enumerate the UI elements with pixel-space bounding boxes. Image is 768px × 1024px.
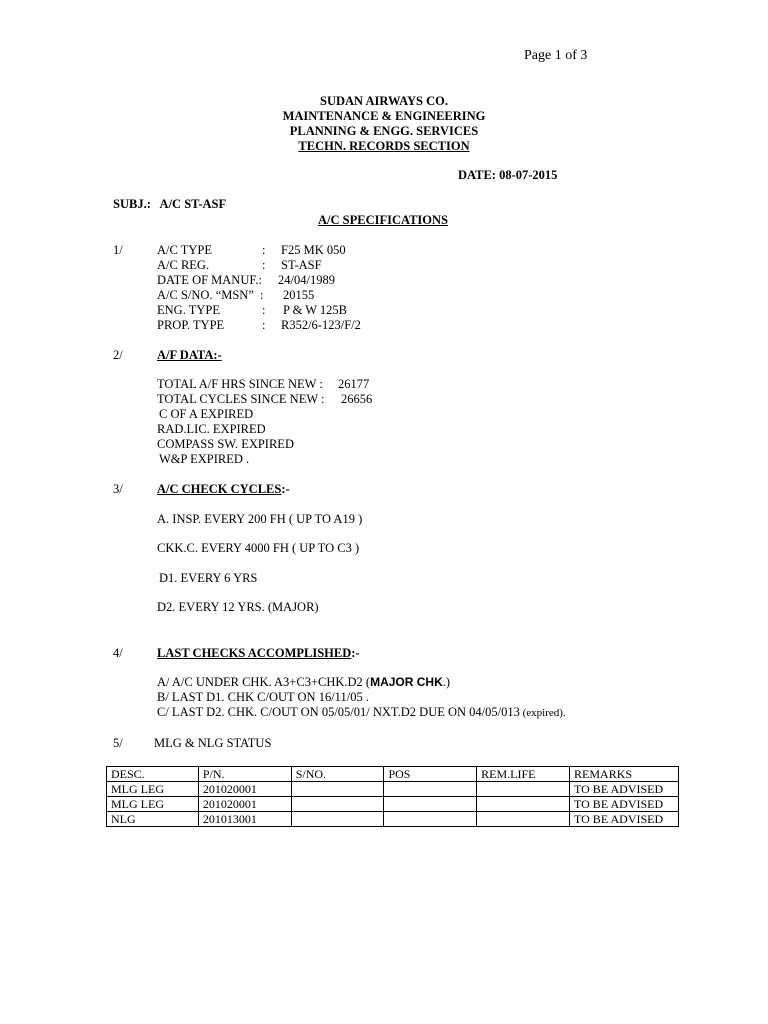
check-line-text: .) xyxy=(442,675,451,689)
status-line: C OF A EXPIRED xyxy=(159,407,254,421)
section-number: 3/ xyxy=(113,482,123,496)
check-cycle-line: CKK.C. EVERY 4000 FH ( UP TO C3 ) xyxy=(157,541,360,555)
table-cell: MLG LEG xyxy=(107,797,199,812)
spec-label: A/C TYPE xyxy=(157,243,212,257)
table-cell: 201020001 xyxy=(198,782,291,797)
section-title-suffix: :- xyxy=(281,482,290,496)
status-line: RAD.LIC. EXPIRED xyxy=(157,422,266,436)
section-title-suffix: :- xyxy=(351,646,360,660)
table-cell: TO BE ADVISED xyxy=(570,812,679,827)
document-date: DATE: 08-07-2015 xyxy=(458,168,558,182)
spec-value: R352/6-123/F/2 xyxy=(281,318,361,332)
table-cell xyxy=(477,812,570,827)
column-header: P/N. xyxy=(198,767,291,782)
cycles-label: TOTAL CYCLES SINCE NEW : xyxy=(157,392,325,406)
table-row xyxy=(107,782,679,797)
section-title-text: LAST CHECKS ACCOMPLISHED xyxy=(157,646,352,660)
table-cell: 201013001 xyxy=(198,812,291,827)
column-header: S/NO. xyxy=(291,767,384,782)
section-title: A/F DATA:- xyxy=(157,348,222,362)
table-cell: TO BE ADVISED xyxy=(570,782,679,797)
spec-colon: : xyxy=(262,318,266,332)
specs-title: A/C SPECIFICATIONS xyxy=(318,213,448,227)
check-line: B/ LAST D1. CHK C/OUT ON 16/11/05 . xyxy=(157,690,369,704)
table-cell: TO BE ADVISED xyxy=(570,797,679,812)
table-row xyxy=(107,797,679,812)
column-header: POS xyxy=(384,767,477,782)
spec-colon: : xyxy=(262,243,266,257)
status-line: W&P EXPIRED . xyxy=(159,452,250,466)
column-header: DESC. xyxy=(107,767,199,782)
column-header: REM.LIFE xyxy=(477,767,570,782)
section-title xyxy=(157,483,290,496)
major-check-label: MAJOR CHK xyxy=(370,675,443,689)
section-number: 2/ xyxy=(113,348,123,362)
spec-value: F25 MK 050 xyxy=(281,243,346,257)
page-number: Page 1 of 3 xyxy=(524,48,588,63)
subject-line: SUBJ.: A/C ST-ASF xyxy=(113,197,227,211)
division-name: PLANNING & ENGG. SERVICES xyxy=(289,124,479,138)
table-header-row xyxy=(107,767,679,782)
department-name: MAINTENANCE & ENGINEERING xyxy=(282,109,486,123)
spec-label: ENG. TYPE xyxy=(157,303,220,317)
section-title xyxy=(157,647,360,660)
table-cell xyxy=(477,782,570,797)
table-row xyxy=(107,812,679,827)
table-cell xyxy=(384,797,477,812)
expired-note: (expired). xyxy=(519,707,566,719)
section-name: TECHN. RECORDS SECTION xyxy=(298,139,470,153)
table-cell xyxy=(384,782,477,797)
table-cell: 201020001 xyxy=(198,797,291,812)
spec-label: A/C S/NO. “MSN” xyxy=(157,288,254,302)
hours-value: 26177 xyxy=(338,377,370,391)
spec-colon: : xyxy=(262,258,266,272)
section-title: MLG & NLG STATUS xyxy=(154,736,272,750)
table-cell: NLG xyxy=(107,812,199,827)
table-cell xyxy=(291,812,384,827)
spec-value: 20155 xyxy=(283,288,315,302)
check-cycle-line: D1. EVERY 6 YRS xyxy=(159,571,258,585)
spec-label: A/C REG. xyxy=(157,258,210,272)
hours-label: TOTAL A/F HRS SINCE NEW : xyxy=(157,377,323,391)
table-cell xyxy=(291,782,384,797)
section-number: 1/ xyxy=(113,243,123,257)
section-number: 5/ xyxy=(113,736,123,750)
check-line xyxy=(157,676,450,689)
company-name: SUDAN AIRWAYS CO. xyxy=(320,94,448,108)
section-title-text: A/C CHECK CYCLES xyxy=(157,482,282,496)
spec-value: P & W 125B xyxy=(283,303,348,317)
table-cell xyxy=(384,812,477,827)
spec-label: DATE OF MANUF.: xyxy=(157,273,262,287)
section-number: 4/ xyxy=(113,646,123,660)
spec-colon: : xyxy=(260,288,264,302)
table-cell xyxy=(477,797,570,812)
spec-label: PROP. TYPE xyxy=(157,318,225,332)
cycles-value: 26656 xyxy=(341,392,373,406)
landing-gear-table xyxy=(106,766,679,827)
spec-value: ST-ASF xyxy=(281,258,322,272)
table-cell: MLG LEG xyxy=(107,782,199,797)
check-cycle-line: D2. EVERY 12 YRS. (MAJOR) xyxy=(157,600,319,614)
check-line xyxy=(157,706,566,719)
check-line-text: C/ LAST D2. CHK. C/OUT ON 05/05/01/ NXT.D2 DUE ON 04/05/013 xyxy=(157,705,520,719)
check-line-text: A/ A/C UNDER CHK. A3+C3+CHK.D2 ( xyxy=(157,675,371,689)
table-cell xyxy=(291,797,384,812)
column-header: REMARKS xyxy=(570,767,679,782)
status-line: COMPASS SW. EXPIRED xyxy=(157,437,294,451)
spec-colon: : xyxy=(262,303,266,317)
spec-value: 24/04/1989 xyxy=(278,273,335,287)
check-cycle-line: A. INSP. EVERY 200 FH ( UP TO A19 ) xyxy=(157,512,363,526)
